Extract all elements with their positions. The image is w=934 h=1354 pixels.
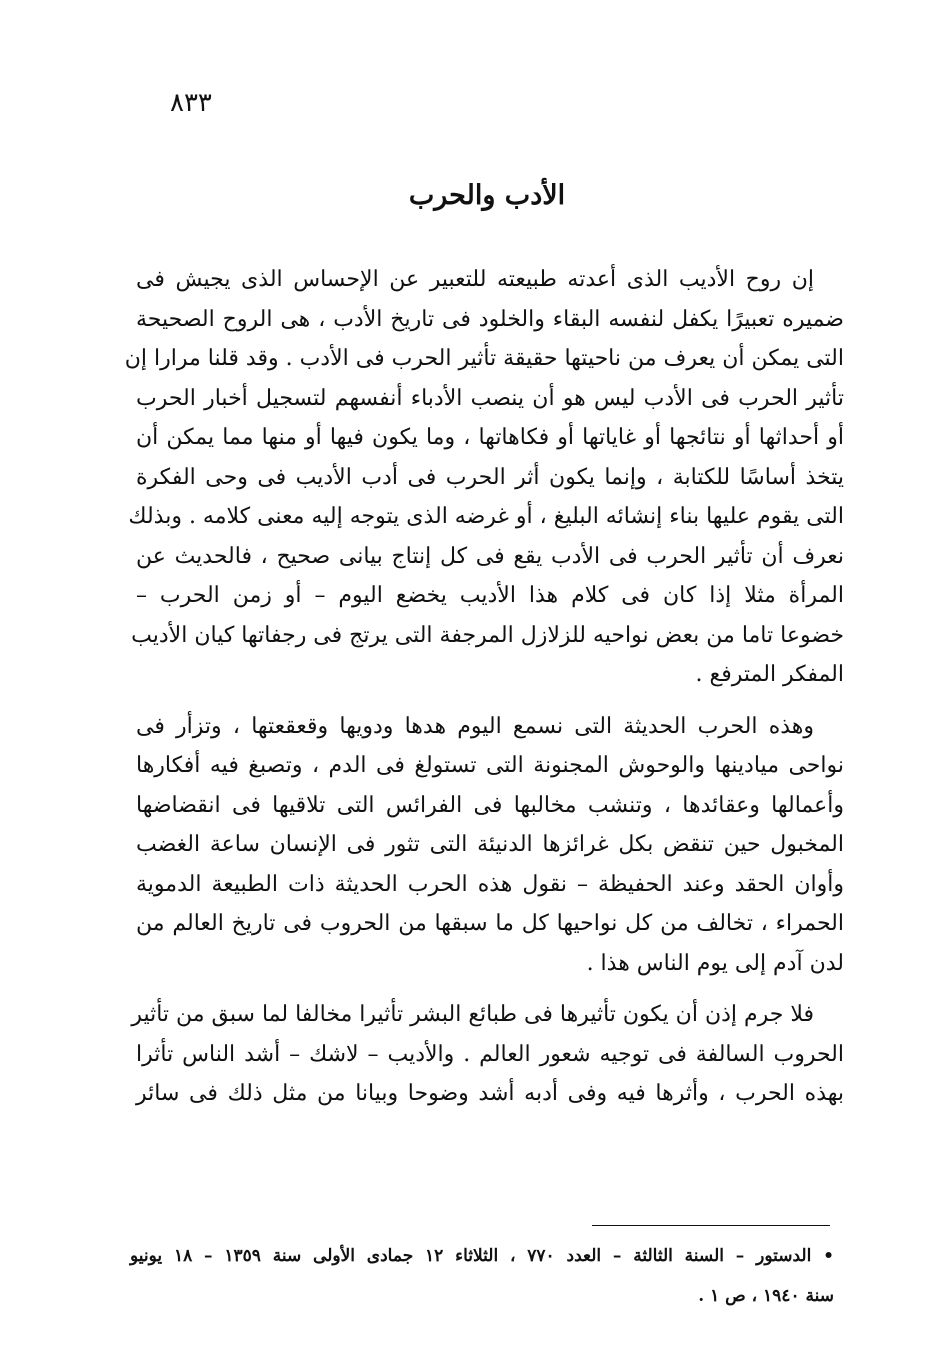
text-line: إن روح الأديب الذى أعدته طبيعته للتعبير عن الإحساس الذى يجيش فى	[136, 267, 814, 292]
article-title: الأدب والحرب	[408, 180, 566, 211]
text-line: المفكر المترفع .	[695, 662, 844, 687]
text-line: نعرف أن تأثير الحرب فى الأدب يقع فى كل إنتاج بيانى صحيح ، فالحديث عن	[136, 543, 844, 569]
paragraph	[136, 707, 844, 984]
text-line: التى يقوم عليها بناء إنشائه البليغ ، أو غرضه الذى يتوجه إليه معنى كلامه . وبذلك	[128, 504, 844, 529]
footnote-line: سنة ١٩٤٠ ، ص ١ .	[698, 1286, 834, 1306]
text-line: أو أحداثها أو نتائجها أو غاياتها أو فكاهاتها ، وما يكون فيها أو منها مما يمكن أن	[136, 425, 844, 450]
text-line: فلا جرم إذن أن يكون تأثيرها فى طبائع البشر تأثيرا مخالفا لما سبق من تأثير	[131, 1002, 814, 1027]
text-line: الحمراء ، تخالف من كل نواحيها كل ما سبقها من الحروب فى تاريخ العالم من	[136, 911, 844, 936]
footnote-line: • الدستور – السنة الثالثة – العدد ٧٧٠ ، الثلاثاء ١٢ جمادى الأولى سنة ١٣٥٩ – ١٨ يونيو	[130, 1246, 834, 1266]
article-body	[124, 260, 845, 1114]
footnote-divider	[592, 1225, 830, 1226]
text-line: نواحى ميادينها والوحوش المجنونة التى تستولغ فى الدم ، وتصبغ فيه أفكارها	[136, 753, 844, 778]
text-line: وهذه الحرب الحديثة التى نسمع اليوم هدها ودويها وقعقعتها ، وتزأر فى	[136, 713, 814, 739]
text-line: وأعمالها وعقائدها ، وتنشب مخالبها فى الفرائس التى تلاقيها فى انقضاضها	[136, 792, 844, 818]
footnote	[130, 1236, 834, 1316]
paragraph	[131, 995, 845, 1114]
paragraph-spacer	[136, 983, 844, 995]
page-number: ٨٣٣	[170, 88, 212, 118]
text-line: الحروب السالفة فى توجيه شعور العالم . والأديب – لاشك – أشد الناس تأثرا	[136, 1041, 844, 1067]
text-line: بهذه الحرب ، وأثرها فيه وفى أدبه أشد وضوحا وبيانا من مثل ذلك فى سائر	[136, 1081, 845, 1106]
text-line: لدن آدم إلى يوم الناس هذا .	[586, 950, 844, 976]
text-line: المخبول حين تنقض بكل غرائزها الدنيئة التى تثور فى الإنسان ساعة الغضب	[136, 832, 844, 857]
text-line: خضوعا تاما من بعض نواحيه للزلازل المرجفة التى يرتج فى رجفاتها كيان الأديب	[131, 622, 844, 648]
paragraph	[124, 260, 844, 695]
text-line: التى يمكن أن يعرف من ناحيتها حقيقة تأثير الحرب فى الأدب . وقد قلنا مرارا إن	[124, 346, 844, 371]
text-line: وأوان الحقد وعند الحفيظة – نقول هذه الحرب الحديثة ذات الطبيعة الدموية	[136, 871, 844, 897]
text-line: ضميره تعبيرًا يكفل لنفسه البقاء والخلود فى تاريخ الأدب ، هى الروح الصحيحة	[136, 306, 844, 332]
paragraph-spacer	[136, 695, 844, 707]
text-line: يتخذ أساسًا للكتابة ، وإنما يكون أثر الحرب فى أدب الأديب فى وحى الفكرة	[136, 464, 844, 490]
text-line: المرأة مثلا إذا كان فى كلام هذا الأديب يخضع اليوم – أو زمن الحرب –	[136, 583, 844, 608]
text-line: تأثير الحرب فى الأدب ليس هو أن ينصب الأدباء أنفسهم لتسجيل أخبار الحرب	[136, 385, 844, 411]
